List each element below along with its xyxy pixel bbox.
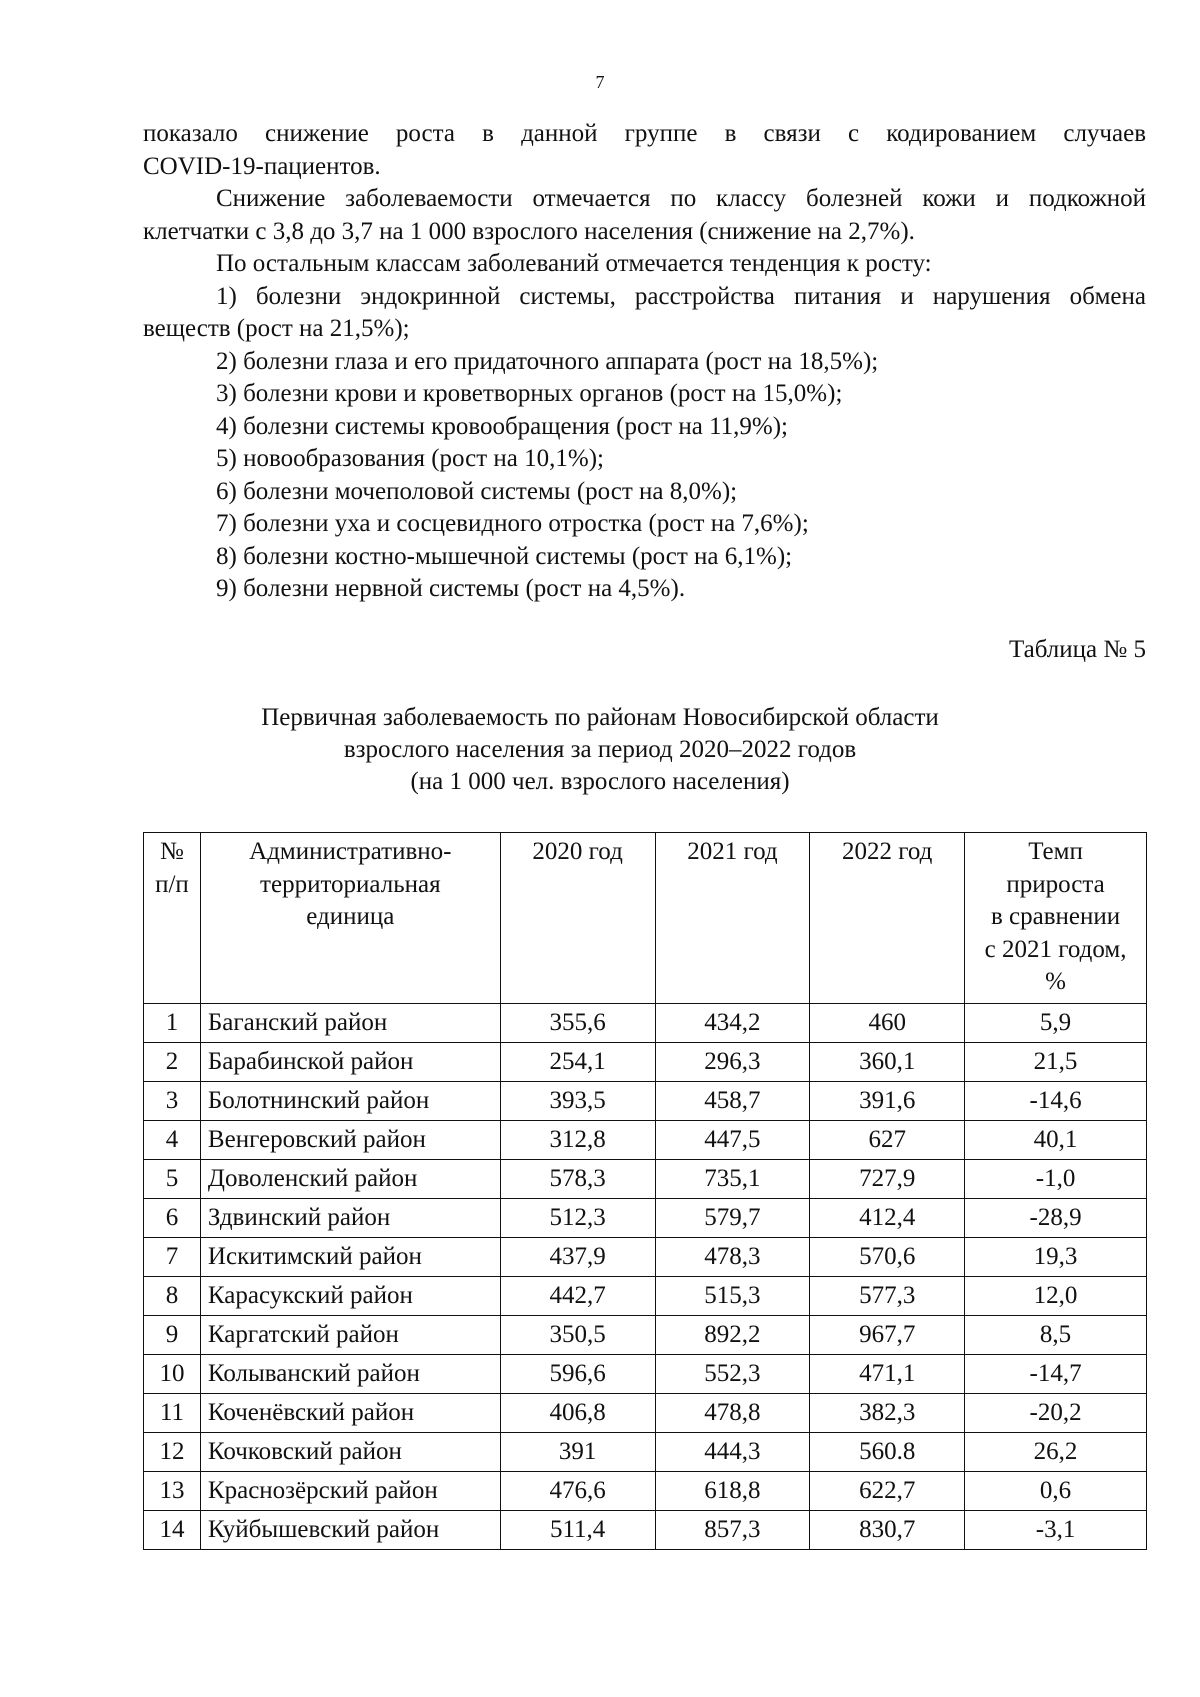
value-2022: 382,3 — [810, 1394, 965, 1433]
table-row — [144, 1238, 1147, 1277]
continuation-line: показало снижение роста в данной группе в связи с кодированием случаев — [143, 120, 1146, 147]
table-header-row — [144, 833, 1147, 1004]
value-2022: 627 — [810, 1121, 965, 1160]
table-row — [144, 1121, 1147, 1160]
table-row — [144, 1472, 1147, 1511]
district-name: Здвинский район — [200, 1199, 500, 1238]
growth-rate: -14,7 — [965, 1355, 1147, 1394]
list-item: 2) болезни глаза и его придаточного аппарата (рост на 18,5%); — [216, 347, 879, 375]
value-2020: 391 — [500, 1433, 655, 1472]
growth-rate: 21,5 — [965, 1043, 1147, 1082]
list-item: 5) новообразования (рост на 10,1%); — [216, 445, 605, 472]
table-row — [144, 1355, 1147, 1394]
value-2021: 444,3 — [655, 1433, 810, 1472]
row-number: 11 — [144, 1394, 201, 1433]
list-item: 9) болезни нервной системы (рост на 4,5%). — [216, 575, 686, 602]
value-2022: 360,1 — [810, 1043, 965, 1082]
row-number: 12 — [144, 1433, 201, 1472]
value-2022: 622,7 — [810, 1472, 965, 1511]
header-2020: 2020 год — [500, 833, 655, 1004]
growth-intro: По остальным классам заболеваний отмечается тенденция к росту: — [216, 250, 932, 277]
table-row — [144, 1511, 1147, 1550]
value-2020: 596,6 — [500, 1355, 655, 1394]
value-2021: 447,5 — [655, 1121, 810, 1160]
row-number: 6 — [144, 1199, 201, 1238]
value-2021: 478,8 — [655, 1394, 810, 1433]
skin-paragraph-line1: Снижение заболеваемости отмечается по классу болезней кожи и подкожной — [216, 185, 1146, 212]
value-2022: 830,7 — [810, 1511, 965, 1550]
value-2020: 476,6 — [500, 1472, 655, 1511]
list-item: 3) болезни крови и кроветворных органов (рост на 15,0%); — [216, 380, 843, 407]
district-name: Куйбышевский район — [200, 1511, 500, 1550]
table-row — [144, 1316, 1147, 1355]
district-name: Доволенский район — [200, 1160, 500, 1199]
table-title-line: Первичная заболеваемость по районам Новосибирской области — [261, 704, 939, 731]
value-2021: 857,3 — [655, 1511, 810, 1550]
growth-rate: -1,0 — [965, 1160, 1147, 1199]
value-2022: 460 — [810, 1004, 965, 1043]
table-row — [144, 1082, 1147, 1121]
growth-rate: 26,2 — [965, 1433, 1147, 1472]
district-name: Колыванский район — [200, 1355, 500, 1394]
growth-rate: -20,2 — [965, 1394, 1147, 1433]
value-2020: 393,5 — [500, 1082, 655, 1121]
table-title — [0, 702, 1200, 798]
growth-rate: 0,6 — [965, 1472, 1147, 1511]
header-growth-rate: Темп прироста в сравнении с 2021 годом, % — [965, 833, 1147, 1004]
row-number: 2 — [144, 1043, 201, 1082]
value-2020: 312,8 — [500, 1121, 655, 1160]
growth-rate: 40,1 — [965, 1121, 1147, 1160]
list-item: 6) болезни мочеполовой системы (рост на 8,0%); — [216, 477, 738, 505]
list-item: 7) болезни уха и сосцевидного отростка (рост на 7,6%); — [216, 510, 809, 537]
value-2021: 735,1 — [655, 1160, 810, 1199]
list-item: 4) болезни системы кровообращения (рост на 11,9%); — [216, 412, 788, 440]
list-item-1-line1: 1) болезни эндокринной системы, расстройства питания и нарушения обмена — [216, 282, 1146, 310]
district-name: Венгеровский район — [200, 1121, 500, 1160]
value-2022: 577,3 — [810, 1277, 965, 1316]
district-name: Каргатский район — [200, 1316, 500, 1355]
row-number: 8 — [144, 1277, 201, 1316]
row-number: 13 — [144, 1472, 201, 1511]
body-text — [143, 118, 1146, 606]
row-number: 4 — [144, 1121, 201, 1160]
header-2021: 2021 год — [655, 833, 810, 1004]
skin-paragraph-line2: клетчатки с 3,8 до 3,7 на 1 000 взрослого населения (снижение на 2,7%). — [143, 217, 915, 245]
page-number: 7 — [595, 72, 605, 92]
value-2021: 296,3 — [655, 1043, 810, 1082]
value-2020: 578,3 — [500, 1160, 655, 1199]
value-2021: 434,2 — [655, 1004, 810, 1043]
value-2022: 727,9 — [810, 1160, 965, 1199]
growth-rate: -3,1 — [965, 1511, 1147, 1550]
table-label: Таблица № 5 — [1008, 636, 1146, 663]
growth-rate: -14,6 — [965, 1082, 1147, 1121]
continuation-end-line: COVID-19-пациентов. — [143, 152, 381, 180]
value-2020: 355,6 — [500, 1004, 655, 1043]
row-number: 3 — [144, 1082, 201, 1121]
value-2020: 442,7 — [500, 1277, 655, 1316]
table-row — [144, 1160, 1147, 1199]
district-name: Искитимский район — [200, 1238, 500, 1277]
header-number: № п/п — [144, 833, 201, 1004]
value-2022: 967,7 — [810, 1316, 965, 1355]
district-name: Болотнинский район — [200, 1082, 500, 1121]
morbidity-table — [143, 832, 1147, 1550]
value-2021: 579,7 — [655, 1199, 810, 1238]
row-number: 7 — [144, 1238, 201, 1277]
table-row — [144, 1004, 1147, 1043]
value-2022: 391,6 — [810, 1082, 965, 1121]
list-item-1-line2: веществ (рост на 21,5%); — [143, 315, 410, 342]
value-2022: 570,6 — [810, 1238, 965, 1277]
growth-rate: -28,9 — [965, 1199, 1147, 1238]
row-number: 1 — [144, 1004, 201, 1043]
value-2021: 552,3 — [655, 1355, 810, 1394]
table-row — [144, 1043, 1147, 1082]
value-2021: 478,3 — [655, 1238, 810, 1277]
district-name: Кочковский район — [200, 1433, 500, 1472]
value-2020: 350,5 — [500, 1316, 655, 1355]
growth-rate: 5,9 — [965, 1004, 1147, 1043]
table-body — [144, 1004, 1147, 1550]
list-item: 8) болезни костно-мышечной системы (рост на 6,1%); — [216, 542, 793, 570]
header-unit: Административно- территориальная единица — [200, 833, 500, 1004]
table-row — [144, 1394, 1147, 1433]
value-2021: 515,3 — [655, 1277, 810, 1316]
value-2021: 458,7 — [655, 1082, 810, 1121]
value-2022: 560.8 — [810, 1433, 965, 1472]
table-title-line: (на 1 000 чел. взрослого населения) — [410, 768, 790, 795]
row-number: 14 — [144, 1511, 201, 1550]
table-row — [144, 1433, 1147, 1472]
value-2021: 618,8 — [655, 1472, 810, 1511]
district-name: Карасукский район — [200, 1277, 500, 1316]
value-2022: 471,1 — [810, 1355, 965, 1394]
table-title-line: взрослого населения за период 2020–2022 годов — [343, 736, 857, 763]
growth-rate: 12,0 — [965, 1277, 1147, 1316]
growth-rate: 19,3 — [965, 1238, 1147, 1277]
growth-rate: 8,5 — [965, 1316, 1147, 1355]
row-number: 9 — [144, 1316, 201, 1355]
value-2020: 512,3 — [500, 1199, 655, 1238]
header-2022: 2022 год — [810, 833, 965, 1004]
row-number: 5 — [144, 1160, 201, 1199]
value-2020: 406,8 — [500, 1394, 655, 1433]
table-row — [144, 1199, 1147, 1238]
table-row — [144, 1277, 1147, 1316]
district-name: Баганский район — [200, 1004, 500, 1043]
value-2020: 437,9 — [500, 1238, 655, 1277]
value-2020: 254,1 — [500, 1043, 655, 1082]
value-2020: 511,4 — [500, 1511, 655, 1550]
district-name: Барабинской район — [200, 1043, 500, 1082]
district-name: Краснозёрский район — [200, 1472, 500, 1511]
value-2022: 412,4 — [810, 1199, 965, 1238]
district-name: Коченёвский район — [200, 1394, 500, 1433]
value-2021: 892,2 — [655, 1316, 810, 1355]
row-number: 10 — [144, 1355, 201, 1394]
